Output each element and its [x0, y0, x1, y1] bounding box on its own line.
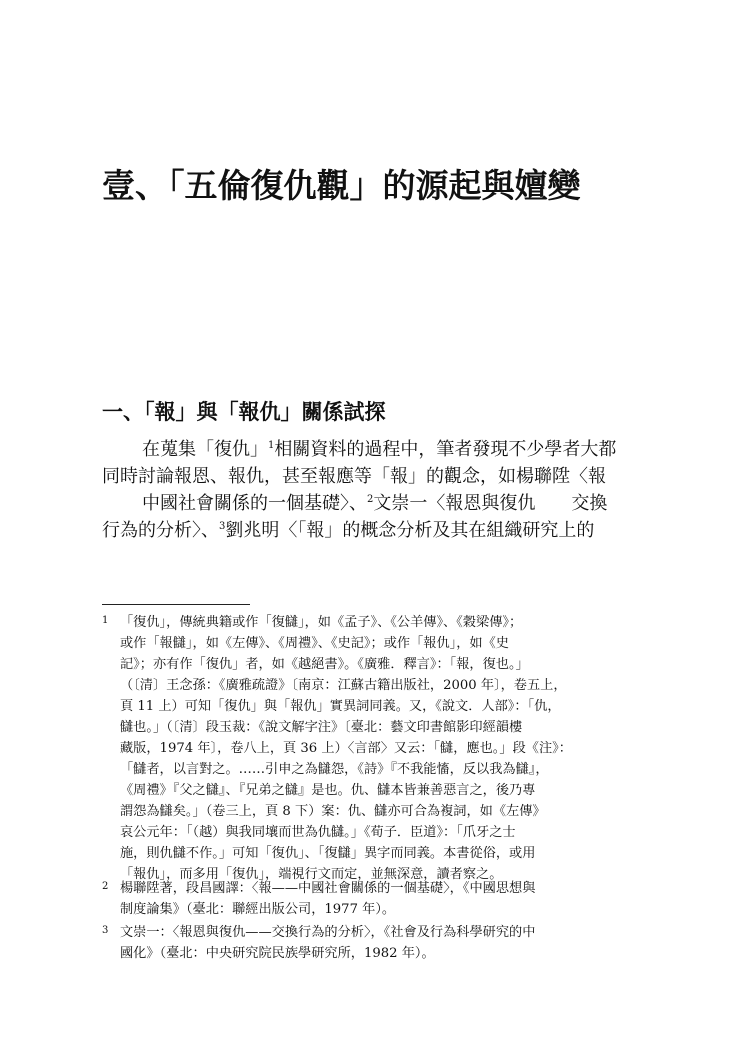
footnote-line: 記》；亦有作「復仇」者，如《越絕書》。《廣雅．釋言》：「報，復也。」: [120, 657, 529, 672]
footnote-ref-1[interactable]: 1: [268, 440, 275, 451]
footnote-line: 或作「報讎」，如《左傳》、《周禮》、《史記》；或作「報仇」，如《史: [120, 636, 509, 651]
paragraph-line: [102, 436, 662, 463]
footnote-line: （〔清〕王念孫：《廣雅疏證》〔南京：江蘇古籍出版社，2000 年〕，卷五上，: [120, 678, 567, 693]
footnote-ref-2[interactable]: 2: [367, 494, 374, 505]
paragraph-line: 同時討論報恩、報仇，甚至報應等「報」的觀念，如楊聯陞〈報: [102, 466, 606, 487]
footnote-line: 讎也。」（〔清〕段玉裁：《說文解字注》〔臺北：藝文印書館影印經韻樓: [120, 720, 523, 735]
footnote-line: 哀公元年：「（越）與我同壤而世為仇讎。」《荀子．臣道》：「爪牙之士: [120, 825, 516, 840]
footnote-line: 施，則仇讎不作。」可知「復仇」、「復讎」異字而同義。本書從俗，或用: [120, 846, 536, 861]
footnote-text: [120, 878, 662, 920]
text-run: 相關資料的過程中，筆者發現不少學者大都: [274, 439, 617, 460]
body-paragraph: [102, 436, 662, 544]
footnote-text: [120, 922, 662, 964]
paragraph-line: [102, 517, 662, 544]
footnote-number: 3: [102, 925, 109, 936]
footnote-line: 制度論集》（臺北：聯經出版公司，1977 年）。: [120, 902, 396, 917]
footnote-line: 楊聯陞著，段昌國譯：〈報——中國社會關係的一個基礎〉，《中國思想與: [120, 881, 536, 896]
footnote-line: 藏版，1974 年〕，卷八上，頁 36 上）〈言部〉又云：「讎，應也。」段《注》：: [120, 741, 572, 756]
footnote-line: 頁 11 上）可知「復仇」與「報仇」實異詞同義。又，《說文．人部》：「仇，: [120, 699, 561, 714]
text-run: 劉兆明〈「報」的概念分析及其在組織研究上的: [225, 520, 595, 541]
footnote-line: 「讎者，以言對之。……引申之為讎怨，《詩》『不我能慉，反以我為讎』，: [120, 762, 549, 777]
footnote-line: 文崇一：〈報恩與復仇——交換行為的分析〉，《社會及行為科學研究的中: [120, 925, 536, 940]
footnote-3: [102, 922, 662, 964]
footnote-2: [102, 878, 662, 920]
footnote-line: 謂怨為讎矣。」（卷三上，頁 8 下）案：仇、讎亦可合為複詞，如《左傳》: [120, 804, 546, 819]
footnote-line: 「復仇」，傳統典籍或作「復讎」，如《孟子》、《公羊傳》、《穀梁傳》；: [120, 615, 523, 630]
footnote-1: [102, 612, 662, 885]
chapter-title: 壹、「五倫復仇觀」的源起與嬗變: [102, 166, 581, 205]
footnote-divider: [102, 604, 250, 605]
paragraph-line: [102, 490, 662, 517]
footnote-number: 2: [102, 881, 109, 892]
text-run: 文崇一〈報恩與復仇 交換: [373, 493, 608, 514]
section-heading: 一、「報」與「報仇」關係試探: [102, 399, 386, 424]
footnote-line: 國化》（臺北：中央研究院民族學研究所，1982 年）。: [120, 946, 435, 961]
footnote-text: [120, 612, 662, 885]
footnote-line: 「報仇」，而多用「復仇」，端視行文而定，並無深意，讀者察之。: [120, 867, 503, 882]
footnote-line: 《周禮》『父之讎』、『兄弟之讎』是也。仇、讎本皆兼善惡言之，後乃專: [120, 783, 536, 798]
footnote-ref-3[interactable]: 3: [219, 521, 226, 532]
text-run: 中國社會關係的一個基礎〉、: [142, 493, 367, 514]
text-run: 行為的分析〉、: [102, 520, 219, 541]
footnote-number: 1: [102, 615, 109, 626]
text-run: 在蒐集「復仇」: [142, 439, 268, 460]
